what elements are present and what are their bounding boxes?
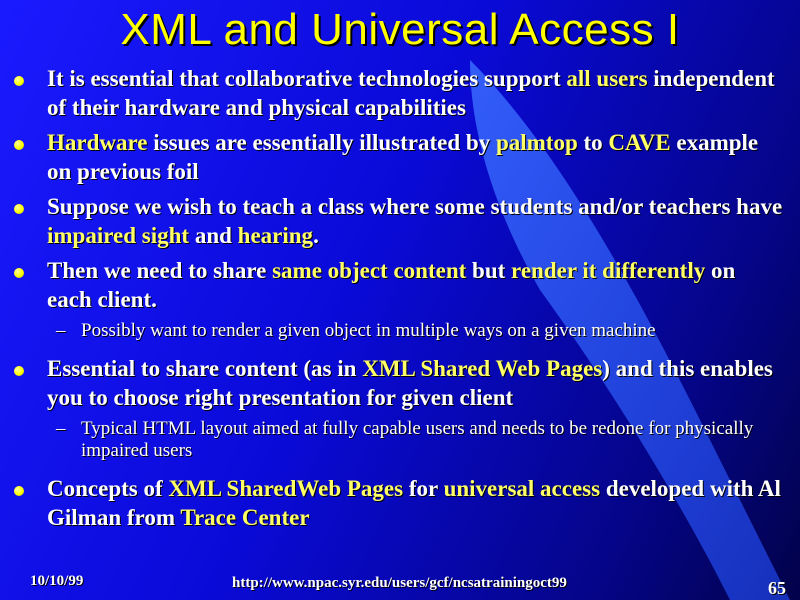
bullet-text: It is essential that collaborative technologies support [47,66,567,91]
bullet-text: Concepts of [47,476,169,501]
highlighted-text: XML Shared Web Pages [362,356,603,381]
highlighted-text: Trace Center [180,505,310,530]
bullet-item [14,354,784,412]
bullet-text: ) and this enables you to choose right presentation for given client [47,356,773,410]
footer-date: 10/10/99 [30,573,84,589]
bullet-text: example on previous foil [47,130,759,184]
bullet-text: . [313,223,319,248]
highlighted-text: hearing [237,223,314,248]
bullet-text: Essential to share content (as in [47,356,363,381]
bullet-item [14,64,784,122]
bullet-text: issues are essentially illustrated by [147,130,496,155]
highlighted-text: CAVE [608,130,671,155]
highlighted-text: universal access [443,476,601,501]
sub-bullet-text: Typical HTML layout aimed at fully capable users and needs to be redone for physically impaired users [81,418,754,461]
bullet-text: developed with Al Gilman from [47,476,781,530]
bullet-text: on each client. [47,258,736,312]
bullet-text: Then we need to share [47,258,273,283]
sub-bullet-item [14,320,784,342]
page-number: 65 [768,578,786,598]
bullet-dot-icon [14,366,24,376]
bullet-text: but [466,258,512,283]
bullet-text: Suppose we wish to teach a class where some students and/or teachers have [47,194,783,219]
highlighted-text: all users [566,66,648,91]
slide-content [14,64,784,538]
bullet-text: and [189,223,238,248]
bullet-item [14,256,784,314]
highlighted-text: render it differently [511,258,706,283]
bullet-dot-icon [14,76,24,86]
bullet-text: to [577,130,609,155]
bullet-item [14,474,784,532]
footer-url: http://www.npac.syr.edu/users/gcf/ncsatrainingoct99 [232,575,567,591]
slide-title: XML and Universal Access I [120,5,680,54]
bullet-dot-icon [14,486,24,496]
highlighted-text: XML SharedWeb Pages [168,476,404,501]
sub-bullet-dash: – [56,418,66,439]
highlighted-text: Hardware [47,130,148,155]
bullet-item [14,128,784,186]
sub-bullet-item [14,418,784,462]
bullet-dot-icon [14,140,24,150]
bullet-dot-icon [14,268,24,278]
highlighted-text: impaired sight [47,223,190,248]
bullet-dot-icon [14,204,24,214]
bullet-text: independent of their hardware and physical capabilities [47,66,775,120]
sub-bullet-dash: – [56,320,66,341]
sub-bullet-text: Possibly want to render a given object in multiple ways on a given machine [81,320,656,341]
bullet-text: for [403,476,444,501]
bullet-item [14,192,784,250]
highlighted-text: palmtop [495,130,578,155]
highlighted-text: same object content [272,258,467,283]
